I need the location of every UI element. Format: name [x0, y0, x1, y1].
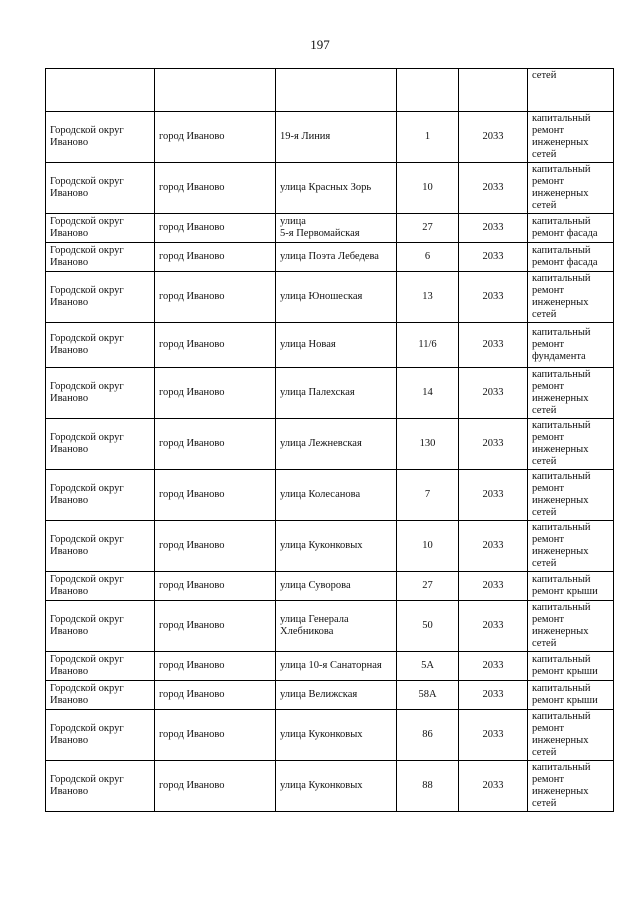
work-line: инженерных	[532, 546, 589, 557]
street-line: улица Велижская	[280, 689, 358, 700]
cell-year: 2033	[459, 214, 528, 243]
district-line: Иваново	[50, 228, 89, 239]
cell-work	[528, 572, 614, 601]
cell-house: 86	[397, 710, 459, 761]
cell-street	[276, 272, 397, 323]
cell-city: город Иваново	[155, 163, 276, 214]
work-line: фундамента	[532, 351, 586, 362]
work-line: ремонт	[532, 432, 565, 443]
district-line: Иваново	[50, 626, 89, 637]
work-line: капитальный	[532, 683, 591, 694]
cell-street	[276, 368, 397, 419]
street-line: Хлебникова	[280, 626, 334, 637]
cell-work	[528, 652, 614, 681]
cell-year: 2033	[459, 470, 528, 521]
cell-house: 14	[397, 368, 459, 419]
table-row	[46, 601, 614, 652]
table-row	[46, 419, 614, 470]
work-line: капитальный	[532, 602, 591, 613]
cell-work	[528, 243, 614, 272]
work-line: капитальный	[532, 522, 591, 533]
cell-year	[459, 69, 528, 112]
cell-year: 2033	[459, 572, 528, 601]
work-line: ремонт	[532, 381, 565, 392]
work-line: сетей	[532, 149, 557, 160]
cell-district	[46, 761, 155, 812]
cell-city: город Иваново	[155, 652, 276, 681]
district-line: Иваново	[50, 345, 89, 356]
cell-work	[528, 601, 614, 652]
district-line: Иваново	[50, 666, 89, 677]
street-line: улица Генерала	[280, 614, 349, 625]
street-line: улица Колесанова	[280, 489, 361, 500]
work-line: инженерных	[532, 393, 589, 404]
cell-street	[276, 521, 397, 572]
cell-work	[528, 681, 614, 710]
district-line: Иваново	[50, 586, 89, 597]
work-line: ремонт крыши	[532, 586, 598, 597]
district-line: Городской округ	[50, 432, 124, 443]
cell-work	[528, 710, 614, 761]
work-line: ремонт	[532, 285, 565, 296]
work-line: инженерных	[532, 137, 589, 148]
cell-house: 50	[397, 601, 459, 652]
table-row	[46, 681, 614, 710]
district-line: Иваново	[50, 297, 89, 308]
table-row	[46, 652, 614, 681]
work-line: капитальный	[532, 711, 591, 722]
street-line: улица 10-я Санаторная	[280, 660, 382, 671]
district-line: Городской округ	[50, 381, 124, 392]
work-line: ремонт	[532, 125, 565, 136]
cell-city: город Иваново	[155, 710, 276, 761]
district-line: Иваново	[50, 257, 89, 268]
table-row-continuation	[46, 69, 614, 112]
district-line: Городской округ	[50, 683, 124, 694]
district-line: Городской округ	[50, 333, 124, 344]
work-line: капитальный	[532, 574, 591, 585]
work-line: инженерных	[532, 786, 589, 797]
street-line: улица Красных Зорь	[280, 182, 372, 193]
work-line: капитальный	[532, 471, 591, 482]
cell-year: 2033	[459, 761, 528, 812]
repair-schedule-table	[45, 68, 614, 812]
cell-city: город Иваново	[155, 214, 276, 243]
cell-year: 2033	[459, 652, 528, 681]
cell-district	[46, 112, 155, 163]
street-line: улица Куконковых	[280, 729, 363, 740]
street-line: улица Куконковых	[280, 780, 363, 791]
cell-district	[46, 521, 155, 572]
cell-city: город Иваново	[155, 272, 276, 323]
work-line: ремонт крыши	[532, 666, 598, 677]
work-line: капитальный	[532, 369, 591, 380]
work-line: капитальный	[532, 245, 591, 256]
work-line: сетей	[532, 638, 557, 649]
table-row	[46, 521, 614, 572]
district-line: Городской округ	[50, 574, 124, 585]
cell-work	[528, 521, 614, 572]
cell-house: 27	[397, 572, 459, 601]
district-line: Городской округ	[50, 614, 124, 625]
district-line: Иваново	[50, 786, 89, 797]
district-line: Иваново	[50, 695, 89, 706]
cell-district	[46, 163, 155, 214]
cell-year: 2033	[459, 521, 528, 572]
cell-street	[276, 323, 397, 368]
cell-street	[276, 652, 397, 681]
cell-district	[46, 69, 155, 112]
cell-house: 27	[397, 214, 459, 243]
cell-city: город Иваново	[155, 112, 276, 163]
table-row	[46, 272, 614, 323]
cell-house: 88	[397, 761, 459, 812]
cell-work	[528, 272, 614, 323]
cell-district	[46, 681, 155, 710]
cell-year: 2033	[459, 163, 528, 214]
cell-house	[397, 69, 459, 112]
cell-street	[276, 243, 397, 272]
table-row	[46, 323, 614, 368]
cell-house: 10	[397, 521, 459, 572]
cell-district	[46, 572, 155, 601]
work-line: ремонт	[532, 614, 565, 625]
cell-city: город Иваново	[155, 572, 276, 601]
cell-street	[276, 761, 397, 812]
work-line: инженерных	[532, 188, 589, 199]
street-line: 19-я Линия	[280, 131, 331, 142]
cell-year: 2033	[459, 112, 528, 163]
district-line: Городской округ	[50, 774, 124, 785]
cell-street	[276, 710, 397, 761]
work-line: сетей	[532, 309, 557, 320]
street-line: улица Суворова	[280, 580, 351, 591]
cell-district	[46, 710, 155, 761]
work-line: сетей	[532, 798, 557, 809]
work-line: капитальный	[532, 420, 591, 431]
cell-street	[276, 214, 397, 243]
cell-work	[528, 214, 614, 243]
street-line: улица Новая	[280, 339, 336, 350]
cell-district	[46, 272, 155, 323]
cell-house: 6	[397, 243, 459, 272]
work-line: ремонт	[532, 534, 565, 545]
work-line: капитальный	[532, 113, 591, 124]
cell-year: 2033	[459, 243, 528, 272]
street-line: улица Юношеская	[280, 291, 363, 302]
cell-house: 1	[397, 112, 459, 163]
work-line: инженерных	[532, 297, 589, 308]
table-body	[46, 69, 614, 812]
cell-city: город Иваново	[155, 761, 276, 812]
district-line: Иваново	[50, 735, 89, 746]
cell-city: город Иваново	[155, 521, 276, 572]
cell-district	[46, 243, 155, 272]
table-row	[46, 470, 614, 521]
district-line: Иваново	[50, 137, 89, 148]
work-line: сетей	[532, 747, 557, 758]
work-line: сетей	[532, 70, 557, 81]
cell-street	[276, 419, 397, 470]
cell-city: город Иваново	[155, 368, 276, 419]
cell-street	[276, 69, 397, 112]
cell-street	[276, 601, 397, 652]
work-line: инженерных	[532, 495, 589, 506]
cell-work	[528, 112, 614, 163]
work-line: капитальный	[532, 762, 591, 773]
district-line: Городской округ	[50, 245, 124, 256]
cell-house: 11/6	[397, 323, 459, 368]
work-line: сетей	[532, 507, 557, 518]
work-line: сетей	[532, 558, 557, 569]
work-line: ремонт фасада	[532, 257, 598, 268]
cell-district	[46, 470, 155, 521]
cell-year: 2033	[459, 601, 528, 652]
cell-work	[528, 323, 614, 368]
cell-city: город Иваново	[155, 323, 276, 368]
cell-year: 2033	[459, 710, 528, 761]
cell-year: 2033	[459, 272, 528, 323]
work-line: сетей	[532, 456, 557, 467]
cell-street	[276, 681, 397, 710]
page-number: 197	[310, 37, 330, 52]
street-line: 5-я Первомайская	[280, 228, 360, 239]
work-line: инженерных	[532, 626, 589, 637]
district-line: Городской округ	[50, 285, 124, 296]
table-row	[46, 572, 614, 601]
cell-work	[528, 470, 614, 521]
district-line: Городской округ	[50, 654, 124, 665]
cell-district	[46, 652, 155, 681]
table-row	[46, 368, 614, 419]
work-line: ремонт	[532, 483, 565, 494]
cell-street	[276, 572, 397, 601]
table-row	[46, 761, 614, 812]
district-line: Городской округ	[50, 534, 124, 545]
table-row	[46, 243, 614, 272]
district-line: Городской округ	[50, 483, 124, 494]
cell-work	[528, 163, 614, 214]
district-line: Городской округ	[50, 723, 124, 734]
cell-house: 7	[397, 470, 459, 521]
cell-year: 2033	[459, 681, 528, 710]
cell-city: город Иваново	[155, 470, 276, 521]
cell-work	[528, 69, 614, 112]
cell-street	[276, 112, 397, 163]
work-line: инженерных	[532, 735, 589, 746]
cell-year: 2033	[459, 368, 528, 419]
cell-street	[276, 163, 397, 214]
work-line: капитальный	[532, 216, 591, 227]
street-line: улица Лежневская	[280, 438, 362, 449]
street-line: улица Куконковых	[280, 540, 363, 551]
cell-house: 13	[397, 272, 459, 323]
table-row	[46, 710, 614, 761]
cell-year: 2033	[459, 323, 528, 368]
work-line: инженерных	[532, 444, 589, 455]
table-row	[46, 112, 614, 163]
cell-house: 5А	[397, 652, 459, 681]
cell-year: 2033	[459, 419, 528, 470]
cell-work	[528, 419, 614, 470]
district-line: Городской округ	[50, 216, 124, 227]
cell-district	[46, 368, 155, 419]
work-line: капитальный	[532, 164, 591, 175]
street-line: улица Поэта Лебедева	[280, 251, 379, 262]
work-line: ремонт	[532, 339, 565, 350]
work-line: ремонт крыши	[532, 695, 598, 706]
cell-street	[276, 470, 397, 521]
cell-district	[46, 601, 155, 652]
street-line: улица	[280, 216, 306, 227]
work-line: капитальный	[532, 654, 591, 665]
cell-house: 10	[397, 163, 459, 214]
work-line: сетей	[532, 200, 557, 211]
table-row	[46, 163, 614, 214]
street-line: улица Палехская	[280, 387, 355, 398]
work-line: ремонт	[532, 723, 565, 734]
cell-city: город Иваново	[155, 601, 276, 652]
work-line: ремонт	[532, 176, 565, 187]
district-line: Иваново	[50, 495, 89, 506]
work-line: капитальный	[532, 273, 591, 284]
district-line: Городской округ	[50, 176, 124, 187]
district-line: Иваново	[50, 393, 89, 404]
cell-house: 58А	[397, 681, 459, 710]
work-line: ремонт	[532, 774, 565, 785]
cell-city	[155, 69, 276, 112]
work-line: капитальный	[532, 327, 591, 338]
cell-work	[528, 761, 614, 812]
cell-city: город Иваново	[155, 243, 276, 272]
cell-district	[46, 419, 155, 470]
table-row	[46, 214, 614, 243]
district-line: Иваново	[50, 546, 89, 557]
cell-city: город Иваново	[155, 681, 276, 710]
cell-work	[528, 368, 614, 419]
cell-city: город Иваново	[155, 419, 276, 470]
cell-district	[46, 214, 155, 243]
work-line: сетей	[532, 405, 557, 416]
district-line: Городской округ	[50, 125, 124, 136]
district-line: Иваново	[50, 188, 89, 199]
cell-house: 130	[397, 419, 459, 470]
cell-district	[46, 323, 155, 368]
district-line: Иваново	[50, 444, 89, 455]
work-line: ремонт фасада	[532, 228, 598, 239]
